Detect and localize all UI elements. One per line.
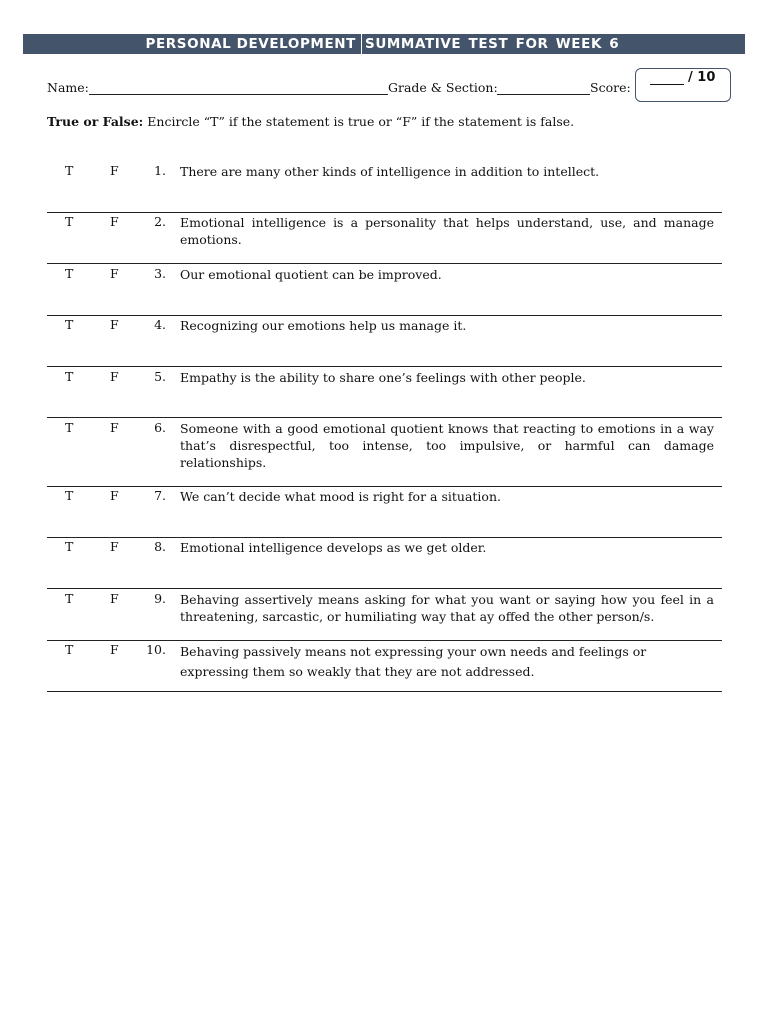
instructions xyxy=(47,114,574,129)
score-box xyxy=(635,68,731,102)
question-text: Empathy is the ability to share one’s feelings with other people. xyxy=(180,370,586,385)
score-total: / 10 xyxy=(688,70,716,85)
question-number: 7. xyxy=(154,488,166,503)
question-number: 5. xyxy=(154,369,166,384)
score-blank[interactable] xyxy=(650,84,684,85)
question-text: Behaving passively means not expressing your own needs and feelings or expressing them so weakly that they are not addressed. xyxy=(180,644,647,679)
question-number: 1. xyxy=(154,163,166,178)
question-number: 2. xyxy=(154,214,166,229)
false-option[interactable]: F xyxy=(110,642,119,657)
true-option[interactable]: T xyxy=(65,163,74,178)
false-option[interactable]: F xyxy=(110,539,119,554)
question-row-5 xyxy=(0,369,768,419)
question-number: 3. xyxy=(154,266,166,281)
subject-title: PERSONAL DEVELOPMENT xyxy=(145,36,356,52)
row-divider xyxy=(47,366,722,367)
question-text: We can’t decide what mood is right for a situation. xyxy=(180,489,501,504)
question-text: Emotional intelligence develops as we get older. xyxy=(180,540,487,555)
grade-section-label: Grade & Section: xyxy=(388,80,498,95)
question-text: Someone with a good emotional quotient knows that reacting to emotions in a way that’s disrespectful, too intense, too impulsive, or harmful can damage relationships. xyxy=(180,421,714,470)
question-number: 10. xyxy=(146,642,166,657)
question-number: 6. xyxy=(154,420,166,435)
question-number: 4. xyxy=(154,317,166,332)
instructions-heading: True or False: xyxy=(47,114,144,129)
question-row-6 xyxy=(0,420,768,470)
true-option[interactable]: T xyxy=(65,214,74,229)
row-divider xyxy=(47,417,722,418)
question-row-1 xyxy=(0,163,768,213)
false-option[interactable]: F xyxy=(110,214,119,229)
question-text: Our emotional quotient can be improved. xyxy=(180,267,442,282)
header-bar xyxy=(23,34,745,54)
question-text: Behaving assertively means asking for what you want or saying how you feel in a threatening, sarcastic, or humiliating way that ay offed the other person/s. xyxy=(180,592,714,624)
question-row-4 xyxy=(0,317,768,367)
row-divider xyxy=(47,537,722,538)
true-option[interactable]: T xyxy=(65,591,74,606)
header-divider xyxy=(361,34,362,54)
row-divider xyxy=(47,588,722,589)
true-option[interactable]: T xyxy=(65,266,74,281)
false-option[interactable]: F xyxy=(110,488,119,503)
question-row-2 xyxy=(0,214,768,264)
true-option[interactable]: T xyxy=(65,369,74,384)
question-text: There are many other kinds of intelligence in addition to intellect. xyxy=(180,164,600,179)
question-row-9 xyxy=(0,591,768,641)
grade-section-field[interactable] xyxy=(497,94,590,95)
true-option[interactable]: T xyxy=(65,539,74,554)
true-option[interactable]: T xyxy=(65,642,74,657)
question-number: 8. xyxy=(154,539,166,554)
row-divider xyxy=(47,212,722,213)
question-row-3 xyxy=(0,266,768,316)
false-option[interactable]: F xyxy=(110,420,119,435)
false-option[interactable]: F xyxy=(110,591,119,606)
score-label: Score: xyxy=(590,80,631,95)
row-divider xyxy=(47,691,722,692)
row-divider xyxy=(47,263,722,264)
true-option[interactable]: T xyxy=(65,488,74,503)
question-text: Emotional intelligence is a personality that helps understand, use, and manage emotions. xyxy=(180,215,714,247)
question-number: 9. xyxy=(154,591,166,606)
false-option[interactable]: F xyxy=(110,317,119,332)
false-option[interactable]: F xyxy=(110,369,119,384)
question-row-7 xyxy=(0,488,768,538)
name-label: Name: xyxy=(47,80,89,95)
instructions-text: Encircle “T” if the statement is true or “F” if the statement is false. xyxy=(143,114,575,129)
question-row-8 xyxy=(0,539,768,589)
question-row-10 xyxy=(0,642,768,692)
row-divider xyxy=(47,486,722,487)
true-option[interactable]: T xyxy=(65,317,74,332)
false-option[interactable]: F xyxy=(110,163,119,178)
false-option[interactable]: F xyxy=(110,266,119,281)
row-divider xyxy=(47,315,722,316)
test-title: SUMMATIVE TEST FOR WEEK 6 xyxy=(365,36,620,52)
true-option[interactable]: T xyxy=(65,420,74,435)
name-field[interactable] xyxy=(89,94,388,95)
question-text: Recognizing our emotions help us manage it. xyxy=(180,318,467,333)
row-divider xyxy=(47,640,722,641)
